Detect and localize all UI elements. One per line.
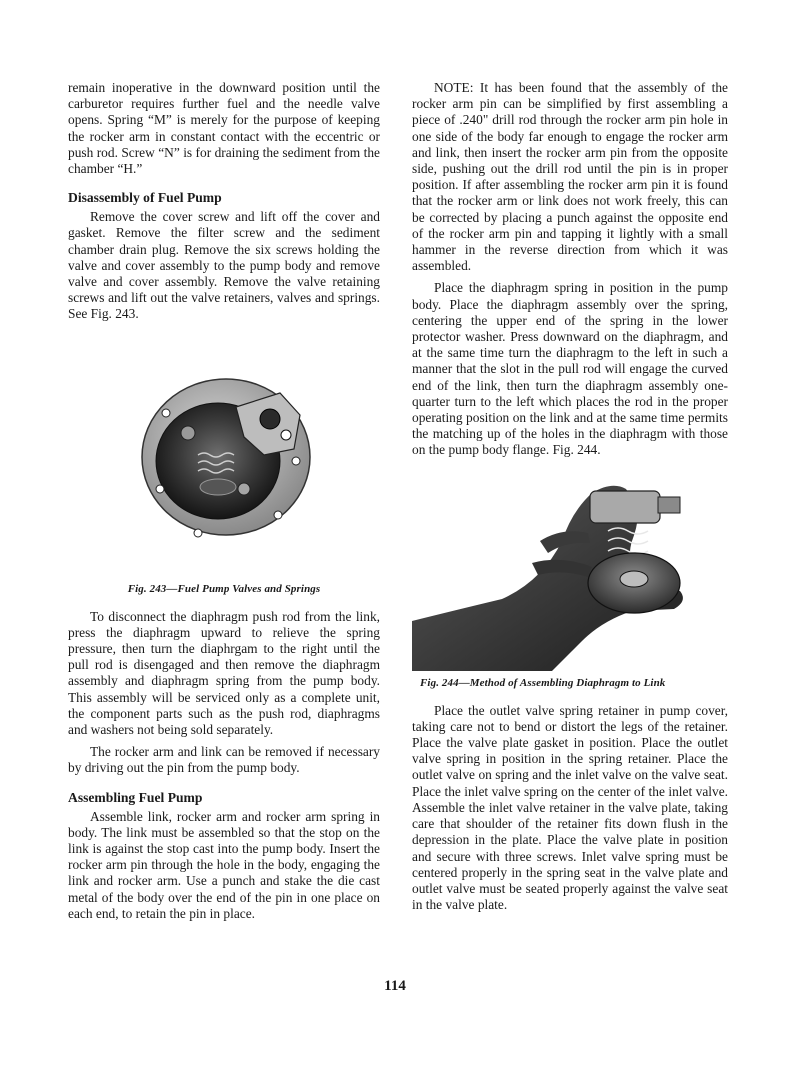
paragraph-diaphragm-spring: Place the diaphragm spring in position in the pump body. Place the diaphragm assembly over the spring, centering the upper end of the spring in the lower protector washer. Press downward on the diaphragm, and at the same time turn the diaphragm to the left in such a manner that the slot in the pull rod will engage the curved end of the link, then turn the diaphragm assembly one-quarter turn to the left which places the rod in the proper operating position on the link and at the same time permits the matching up of the holes in the diaphragm with those on the pump body flange. Fig. 244. bbox=[412, 280, 728, 458]
paragraph-note: NOTE: It has been found that the assembly of the rocker arm pin can be simplified by first assembling a piece of .240" drill rod through the rocker arm pin hole in one side of the body far enough to engage the rocker arm and link, then insert the rocker arm pin from the opposite side, pushing out the drill rod until the pin is in proper position. If after assembling the rocker arm pin it is found that the rocker arm or link does not work freely, this can be corrected by placing a punch against the opposite end of the rocker arm pin and tapping it lightly with a small hammer in the reverse direction from which it was assembled. bbox=[412, 80, 728, 274]
figure-244-caption: Fig. 244—Method of Assembling Diaphragm to Link bbox=[420, 676, 666, 689]
heading-disassembly: Disassembly of Fuel Pump bbox=[68, 190, 222, 206]
figure-244-photo bbox=[412, 471, 728, 671]
paragraph-spring-description: remain inoperative in the downward position until the carburetor requires further fuel and the needle valve opens. Spring “M” is merely for the purpose of keeping the rocker arm in constant contact with the eccentric or push rod. Screw “N” is for draining the sediment from the chamber “H.” bbox=[68, 80, 380, 177]
left-column bbox=[68, 80, 380, 922]
figure-243-photo bbox=[68, 337, 380, 577]
paragraph-assembling: Assemble link, rocker arm and rocker arm spring in body. The link must be assembled so that the stop on the link is against the stop cast into the pump body. Insert the rocker arm pin through the hole in the body, engaging the link and rocker arm. Use a punch and stake the die cast metal of the body over the end of the pin in one place on each end, to retain the pin in place. bbox=[68, 808, 380, 921]
assembling-diaphragm-illustration bbox=[412, 471, 728, 671]
paragraph-disconnect-diaphragm: To disconnect the diaphragm push rod from the link, press the diaphragm upward to relieve the spring pressure, then turn the diaphrgam to the right until the pull rod is disengaged and then remove the diaphragm assembly and diaphragm spring from the pump body. This assembly will be serviced only as a complete unit, the component parts such as the push rod, diaphragms and washers not being sold separately. bbox=[68, 608, 380, 738]
figure-243-caption: Fig. 243—Fuel Pump Valves and Springs bbox=[127, 582, 321, 595]
heading-assembling: Assembling Fuel Pump bbox=[68, 789, 203, 805]
page-number: 114 bbox=[384, 978, 406, 994]
paragraph-outlet-valve: Place the outlet valve spring retainer in pump cover, taking care not to bend or distort the legs of the retainer. Place the valve plate gasket in position. Place the outlet valve spring in position in the spring retainer. Place the outlet valve on spring and the inlet valve on the valve seat. Place the inlet valve spring on the center of the inlet valve. Assemble the inlet valve retainer in the valve plate, taking care that shoulder of the retainer fits down flush in the depression in the plate. Place the valve plate in position and secure with three screws. Inlet valve spring must be centered properly in the spring seat in the valve plate and outlet valve must be seated properly against the valve seat in the valve plate. bbox=[412, 702, 728, 913]
paragraph-disassembly: Remove the cover screw and lift off the cover and gasket. Remove the filter screw and the sediment chamber drain plug. Remove the six screws holding the valve and cover assembly to the pump body and remove valve and cover assembly. Remove the valve retaining screws and lift out the valve retainers, valves and springs. See Fig. 243. bbox=[68, 209, 380, 322]
fuel-pump-valves-illustration bbox=[68, 337, 380, 577]
paragraph-rocker-arm-removal: The rocker arm and link can be removed if necessary by driving out the pin from the pump body. bbox=[68, 744, 380, 776]
right-column bbox=[412, 80, 728, 913]
